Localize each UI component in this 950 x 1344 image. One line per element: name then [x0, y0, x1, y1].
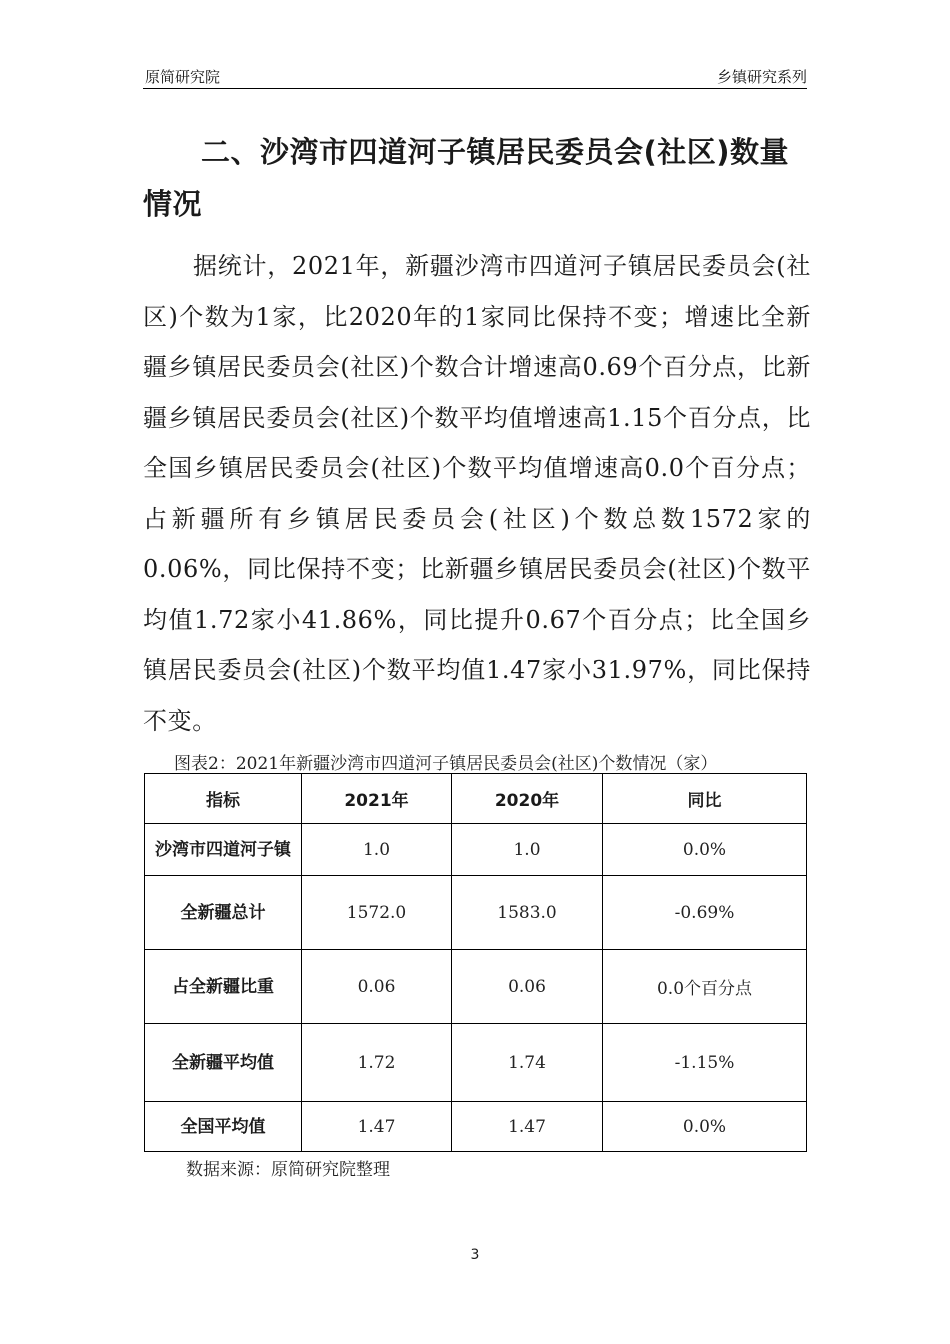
cell-yoy: 0.0% [603, 1102, 807, 1152]
header-right-text: 乡镇研究系列 [716, 68, 807, 86]
page-header [143, 64, 807, 89]
section-title: 二、沙湾市四道河子镇居民委员会(社区)数量情况 [143, 135, 790, 221]
cell-2020: 0.06 [452, 950, 603, 1024]
cell-yoy: 0.0个百分点 [603, 950, 807, 1024]
table-row [145, 950, 807, 1024]
cell-yoy: -1.15% [603, 1024, 807, 1102]
row-label: 全新疆平均值 [145, 1024, 302, 1102]
table-row [145, 824, 807, 876]
cell-yoy: 0.0% [603, 824, 807, 876]
table-row [145, 876, 807, 950]
header-cell-2020: 2020年 [452, 774, 603, 824]
data-source-note: 数据来源：原简研究院整理 [186, 1160, 390, 1180]
table-row [145, 1024, 807, 1102]
header-cell-2021: 2021年 [302, 774, 452, 824]
cell-yoy: -0.69% [603, 876, 807, 950]
row-label: 全新疆总计 [145, 876, 302, 950]
cell-2021: 1.72 [302, 1024, 452, 1102]
cell-2020: 1.0 [452, 824, 603, 876]
cell-2021: 0.06 [302, 950, 452, 1024]
table-caption: 图表2：2021年新疆沙湾市四道河子镇居民委员会(社区)个数情况（家） [174, 754, 718, 774]
cell-2020: 1.47 [452, 1102, 603, 1152]
cell-2021: 1.47 [302, 1102, 452, 1152]
header-cell-yoy: 同比 [603, 774, 807, 824]
cell-2020: 1583.0 [452, 876, 603, 950]
cell-2020: 1.74 [452, 1024, 603, 1102]
header-cell-indicator: 指标 [145, 774, 302, 824]
data-table [144, 773, 807, 1152]
row-label: 占全新疆比重 [145, 950, 302, 1024]
row-label: 全国平均值 [145, 1102, 302, 1152]
page-number: 3 [470, 1247, 480, 1263]
row-label: 沙湾市四道河子镇 [145, 824, 302, 876]
cell-2021: 1572.0 [302, 876, 452, 950]
cell-2021: 1.0 [302, 824, 452, 876]
header-left-text: 原简研究院 [145, 68, 221, 86]
table-row [145, 1102, 807, 1152]
body-paragraph: 据统计，2021年，新疆沙湾市四道河子镇居民委员会(社区)个数为1家，比2020年的1家同比保持不变；增速比全新疆乡镇居民委员会(社区)个数合计增速高0.69个百分点，比新疆乡镇居民委员会(社区)个数平均值增速高1.15个百分点，比全国乡镇居民委员会(社区)个数平均值增速高0.0个百分点；占新疆所有乡镇居民委员会(社区)个数总数1572家的0.06%，同比保持不变；比新疆乡镇居民委员会(社区)个数平均值1.72家小41.86%，同比提升0.67个百分点；比全国乡镇居民委员会(社区)个数平均值1.47家小31.97%，同比保持不变。 [143, 252, 811, 735]
table-header-row [145, 774, 807, 824]
